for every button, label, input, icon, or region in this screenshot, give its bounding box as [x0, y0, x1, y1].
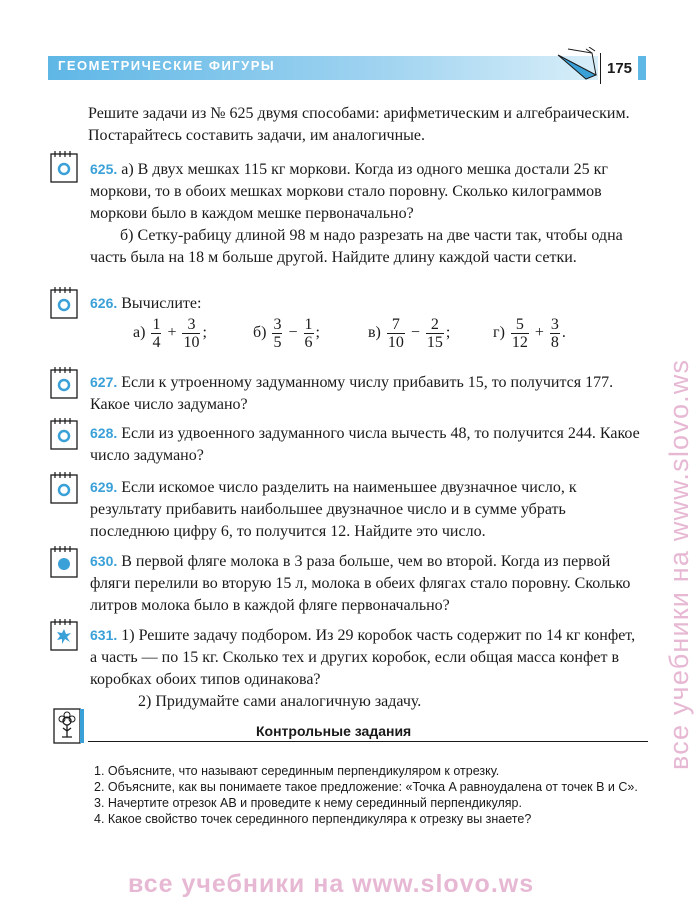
chapter-title: ГЕОМЕТРИЧЕСКИЕ ФИГУРЫ: [58, 58, 276, 73]
header-tab: [638, 56, 646, 80]
task-628: [90, 422, 645, 467]
header-divider: [600, 53, 601, 84]
task-number: 625.: [90, 161, 118, 177]
pencil-corner-icon: [556, 47, 600, 81]
task-text: Если из удвоенного задуманного числа вычесть 48, то получится 244. Какое число задумано?: [90, 425, 640, 464]
notebook-star-icon: [48, 618, 82, 652]
task-626: [90, 292, 645, 315]
task-number: 626.: [90, 295, 118, 311]
task-text: а) В двух мешках 115 кг моркови. Когда из одного мешка достали 25 кг моркови, то в обоих мешках моркови стало поровну. Сколько килограммов моркови было в каждом мешке первоначально?: [90, 161, 608, 222]
task-text: 1) Решите задачу подбором. Из 29 коробок часть содержит по 14 кг конфет, а часть — по 15 кг. Сколько тех и других коробок, если общая масса конфет в коробках обоих типов одинакова?: [90, 627, 636, 688]
notebook-circle-icon: [48, 286, 82, 320]
fraction-item: г) $\frac{5}{12}$ + $\frac{3}{8}$ .: [493, 316, 566, 351]
list-item: 4. Какое свойство точек серединного перпендикуляра к отрезку вы знаете?: [94, 812, 532, 826]
task-number: 630.: [90, 553, 118, 569]
intro-instruction: Решите задачи из № 625 двумя способами: арифметическим и алгебраическим. Постарайтесь составить задачи, им аналогичные.: [88, 105, 630, 144]
section-title: Контрольные задания: [256, 723, 412, 739]
task-text: Если к утроенному задуманному числу прибавить 15, то получится 177. Какое число задумано?: [90, 374, 614, 413]
task-text-b: 2) Придумайте сами аналогичную задачу.: [138, 693, 422, 710]
notebook-circle-icon: [48, 366, 82, 400]
task-627: [90, 371, 645, 416]
list-item: 2. Объясните, как вы понимаете такое предложение: «Точка A равноудалена от точек B и C».: [94, 780, 638, 794]
notebook-circle-icon: [48, 417, 82, 451]
task-text: Если искомое число разделить на наименьшее двузначное число, к результату прибавить наибольшее двузначное число и в сумме убрать последнюю цифру 6, то получится 12. Найдите это число.: [90, 479, 577, 540]
task-text: Вычислите:: [121, 295, 202, 312]
notebook-filled-circle-icon: [48, 545, 82, 579]
task-631: [90, 624, 645, 713]
task-number: 629.: [90, 479, 118, 495]
fraction-exercises: [133, 316, 633, 360]
task-number: 628.: [90, 425, 118, 441]
control-questions: [94, 763, 654, 827]
list-item: 1. Объясните, что называют серединным перпендикуляром к отрезку.: [94, 764, 500, 778]
task-text: В первой фляге молока в 3 раза больше, чем во второй. Когда из первой фляги перелили во вторую 15 л, молока в обеих флягах стало поровну. Сколько литров молока было в каждой фляге первоначально?: [90, 553, 631, 614]
fraction-item: в) $\frac{7}{10}$ − $\frac{2}{15}$ ;: [368, 316, 451, 351]
side-watermark: все учебники на www.slovo.ws: [664, 358, 694, 770]
fraction-item: а) $\frac{1}{4}$ + $\frac{3}{10}$ ;: [133, 316, 207, 351]
notebook-circle-icon: [48, 471, 82, 505]
task-630: [90, 550, 645, 617]
task-number: 627.: [90, 374, 118, 390]
notebook-circle-icon: [48, 150, 82, 184]
section-divider: [88, 741, 648, 742]
page-number: 175: [607, 60, 633, 77]
flower-notebook-icon: [50, 707, 86, 747]
task-629: [90, 476, 645, 543]
bottom-watermark: все учебники на www.slovo.ws: [128, 870, 535, 898]
fraction-item: б) $\frac{3}{5}$ − $\frac{1}{6}$ ;: [253, 316, 320, 351]
task-625: [90, 158, 645, 269]
task-number: 631.: [90, 627, 118, 643]
task-text-b: б) Сетку-рабицу длиной 98 м надо разрезать на две части так, чтобы одна часть была на 18 м больше другой. Найдите длину каждой части сетки.: [90, 227, 623, 266]
list-item: 3. Начертите отрезок AB и проведите к нему серединный перпендикуляр.: [94, 796, 522, 810]
